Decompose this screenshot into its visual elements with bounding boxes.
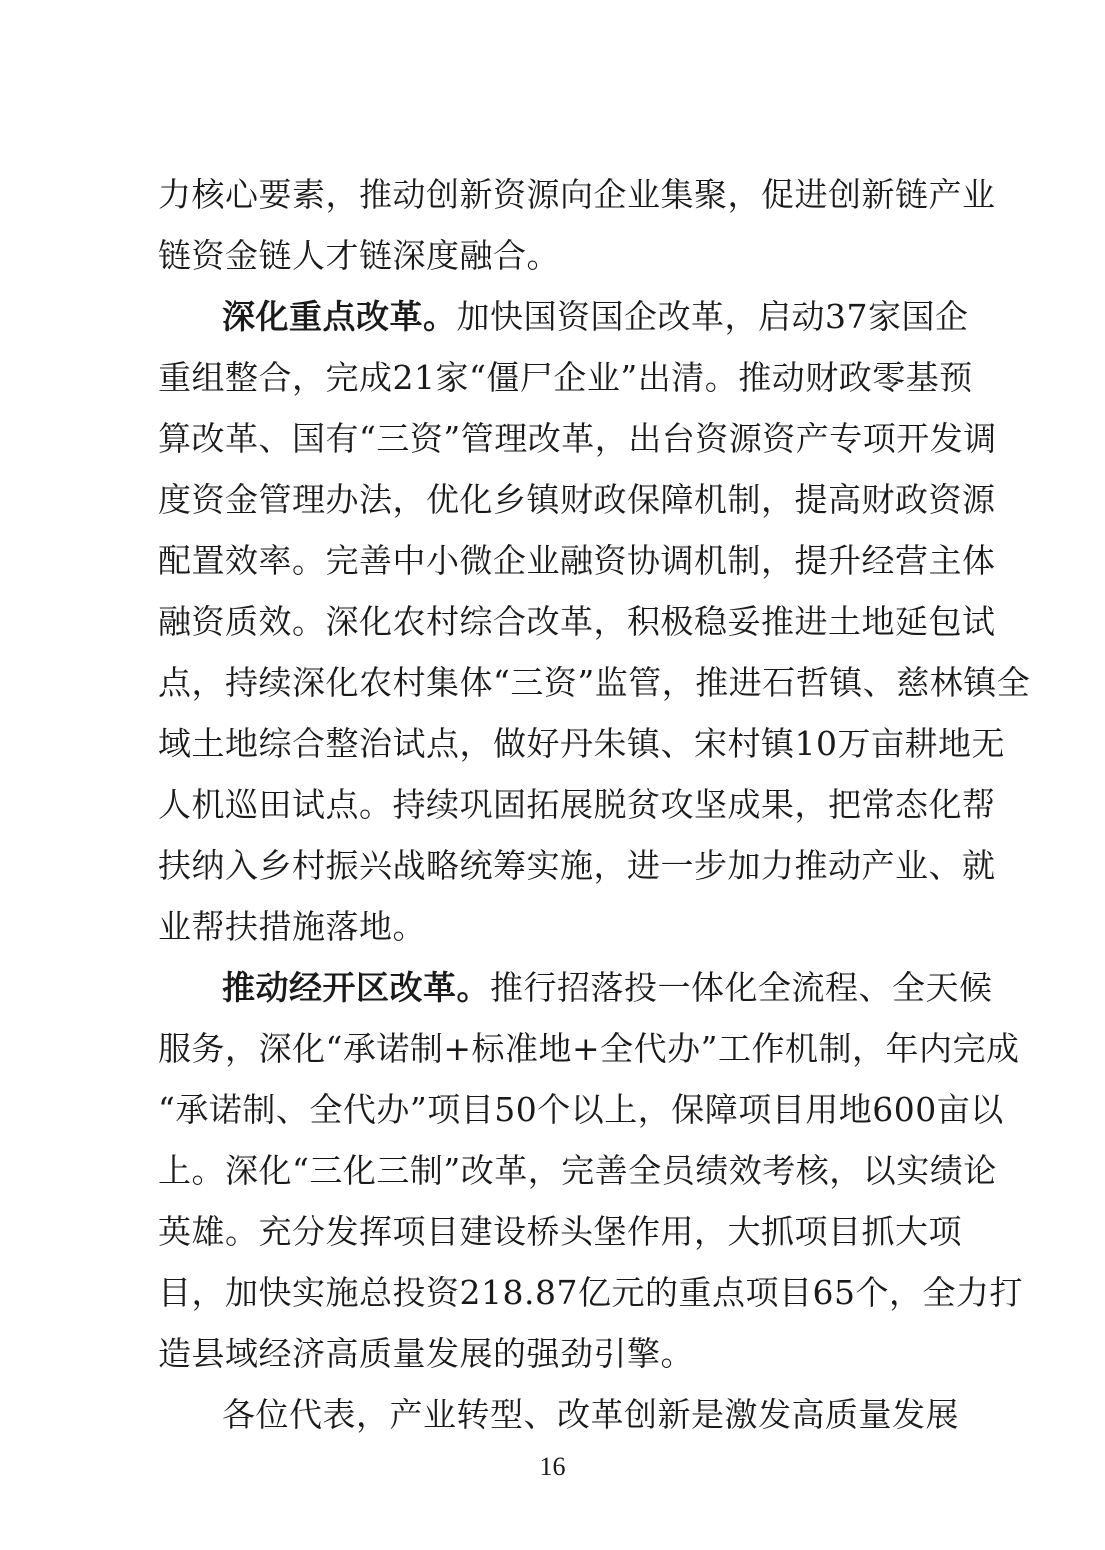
paragraph-2-line-9: 人机巡田试点。持续巩固拓展脱贫攻坚成果，把常态化帮 — [158, 785, 996, 824]
paragraph-4-line-1: 各位代表，产业转型、改革创新是激发高质量发展 — [222, 1395, 959, 1434]
paragraph-3-line-7: 造县域经济高质量发展的强劲引擎。 — [158, 1334, 694, 1373]
paragraph-2-line-8: 域土地综合整治试点，做好丹朱镇、宋村镇10万亩耕地无 — [158, 724, 1005, 763]
paragraph-3-line-3: “承诺制、全代办”项目50个以上，保障项目用地600亩以 — [158, 1090, 1004, 1129]
paragraph-3-line-1 — [222, 965, 993, 1011]
paragraph-3-line-4: 上。深化“三化三制”改革，完善全员绩效考核，以实绩论 — [158, 1151, 997, 1190]
paragraph-3-line-2: 服务，深化“承诺制+标准地+全代办”工作机制，年内完成 — [158, 1029, 1020, 1068]
paragraph-2-line-1 — [222, 294, 969, 340]
paragraph-3-first-line-rest: 推行招落投一体化全流程、全天候 — [490, 968, 993, 1007]
paragraph-2-line-7: 点，持续深化农村集体“三资”监管，推进石哲镇、慈林镇全 — [158, 663, 1031, 702]
paragraph-3-line-6: 目，加快实施总投资218.87亿元的重点项目65个，全力打 — [158, 1273, 1023, 1312]
paragraph-2-heading: 深化重点改革。 — [222, 297, 457, 336]
paragraph-3-line-5: 英雄。充分发挥项目建设桥头堡作用，大抓项目抓大项 — [158, 1212, 962, 1251]
paragraph-1-line-1: 力核心要素，推动创新资源向企业集聚，促进创新链产业 — [158, 175, 996, 214]
paragraph-2-first-line-rest: 加快国资国企改革，启动37家国企 — [456, 297, 969, 336]
paragraph-2-line-5: 配置效率。完善中小微企业融资协调机制，提升经营主体 — [158, 541, 996, 580]
paragraph-2-line-2: 重组整合，完成21家“僵尸企业”出清。推动财政零基预 — [158, 358, 973, 397]
paragraph-3-heading: 推动经开区改革。 — [222, 968, 490, 1007]
paragraph-2-line-3: 算改革、国有“三资”管理改革，出台资源资产专项开发调 — [158, 419, 997, 458]
page-number: 16 — [539, 1452, 566, 1481]
paragraph-2-line-6: 融资质效。深化农村综合改革，积极稳妥推进土地延包试 — [158, 602, 996, 641]
paragraph-2-line-11: 业帮扶措施落地。 — [158, 907, 426, 946]
paragraph-2-line-4: 度资金管理办法，优化乡镇财政保障机制，提高财政资源 — [158, 480, 996, 519]
paragraph-2-line-10: 扶纳入乡村振兴战略统筹实施，进一步加力推动产业、就 — [158, 846, 996, 885]
paragraph-1-line-2: 链资金链人才链深度融合。 — [158, 236, 560, 275]
